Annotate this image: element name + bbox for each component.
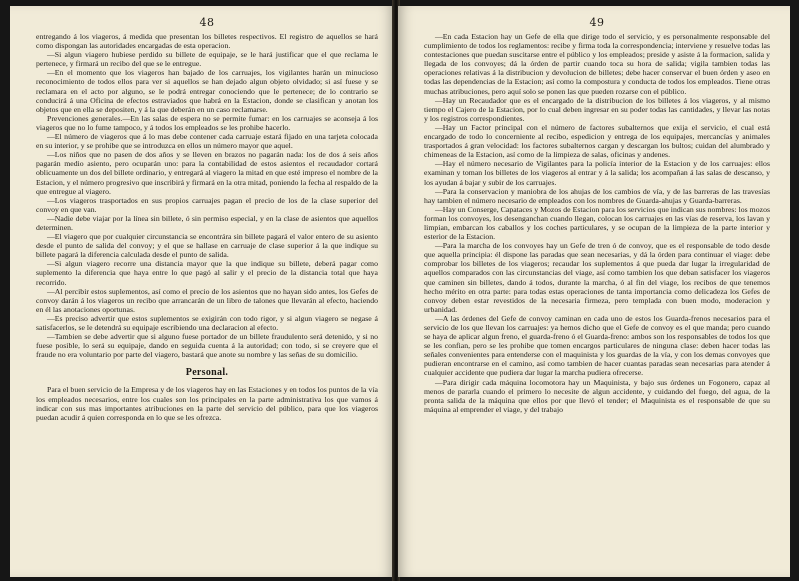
paragraph: —Tambien se debe advertir que si alguno fuese portador de un billete fraudulento será detenido, y si no fuese posible, lo será su equipaje, dando en seguida cuenta á la autoridad; con todo, si se creyere que el fraude no era voluntario por parte del viagero, bastará que anote su nombre y las señas de su domicilio. <box>36 332 378 360</box>
paragraph: entregando á los viageros, á medida que presentan los billetes respectivos. El registro de aquellos se hará como dispongan las autoridades encargadas de esta operacion. <box>36 32 378 51</box>
paragraph: —Hay un Conserge, Capataces y Mozos de Estacion para los servicios que indican sus nombres: los mozos forman los convoyes, los desenganchan cuando llegan, colocan los carruajes en las vías de reserva, los lavan y limpian, embarcan los caballos y los coches particulares, y se ocupan de la limpieza de la parte interior y esterior de la Estacion. <box>424 204 770 242</box>
paragraph: Para el buen servicio de la Empresa y de los viageros hay en las Estaciones y en todos los puntos de la vía los empleados necesarios, entre los cuales son los principales en la parte administrativa los que vamos á indicar con sus mas importantes atribuciones en la parte del servicio del público, para que los viageros puedan acudir á quien corresponda en lo que se les ofrezca. <box>36 385 378 422</box>
paragraph: —A las órdenes del Gefe de convoy caminan en cada uno de estos los Guarda-frenos necesarios para el servicio de los que llevan los carruajes: ya hemos dicho que el Gefe de convoy es el que manda; pero cuando se haya de aplicar algun freno, el guarda-freno ó el Guarda-freno: ambos son los responsables de todos los que se les confian, pero se les prohibe que tomen encargos particulares de ninguna clase: deben hacer todas las señales convenientes para entenderse con el maquinista y los guardas de la vía, y con los demas convoyes que pudieran encontrarse en el camino, así como tambien de hacer cuantas paradas sean necesarias para atender á cualquier accidente que pudiera dar lugar la marcha pudiera ofrecerse. <box>424 313 770 378</box>
left-page <box>10 6 394 577</box>
paragraph: —Para la conservacion y maniobra de los ahujas de los cambios de vía, y de las barreras de las travesías hay tambien el número necesario de empleados con los nombres de Guarda-ahujas y Guarda-barreras. <box>424 186 770 205</box>
paragraph: —Para dirigir cada máquina locomotora hay un Maquinista, y bajo sus órdenes un Fogonero, capaz al menos de pararla cuando el primero lo necesite de algun accidente, y cuidando del fuego, del agua, de la pronta salida de la máquina que ellos por que llevó el tender; el Maquinista es el responsable de que su máquina al emprender el viage, y del trabajo <box>424 377 770 414</box>
paragraph: —Si algun viagero hubiese perdido su billete de equipaje, se le hará justificar que el que reclama le pertenece, y firmará un recibo del que se le entregue. <box>36 50 378 69</box>
paragraph: —Si algun viagero recorre una distancia mayor que la que indique su billete, deberá pagar como suplemento la diferencia que haya entre lo que pagó al salir y el precio de la distancia total que haya recorrido. <box>36 259 378 287</box>
page-number: 48 <box>199 16 215 29</box>
paragraph: —En el momento que los viageros han bajado de los carruajes, los vigilantes harán un minucioso reconocimiento de todos ellos para ver si aquellos se han dejado algun objeto olvidado; si así fuese y se reclamara en el acto por alguno, se le podrá entregar conociendo que le pertenece; de lo contrario se conducirá á una Oficina de efectos estraviados que habrá en la Estacion, donde se clasifican y anotan los objetos que en ella se depositen, y á la que deberán en un caso reclamarse. <box>36 68 378 114</box>
paragraph: —En cada Estacion hay un Gefe de ella que dirige todo el servicio, y es personalmente responsable del cumplimiento de todos los reglamentos: recibe y firma toda la correspondencia; interviene y resuelve todas las contestaciones que puedan suscitarse entre el público y los empleados; preside y asiste á la formacion, salida y llegada de los convoyes; dá la órden de partir cuando toca su hora de salida; vigila tambien todas las operaciones relativas á la distribucion y devolucion de billetes; debe hacer conservar el buen órden y aseo en todas las dependencias de la Estacion; así como la compostura y conducta de todos los empleados. Tiene otras muchas atribuciones, pero aquí solo se ponen las que pueden rozarse con el público. <box>424 32 770 96</box>
paragraph: —Hay un Factor principal con el número de factores subalternos que exija el servicio, el cual está encargado de todo lo concerniente al recibo, espedicion y entrega de los equipajes, mercancías y animales trasportados á gran velocidad: los factores subalternos cargan y descargan los bultos; cuidan del alumbrado y chimeneas de la Estacion, así como de la limpieza de salas, oficinas y andenes. <box>424 122 770 160</box>
paragraph: —Los viageros trasportados en sus propios carruajes pagan el precio de los de la clase superior del convoy en que van. <box>36 195 378 214</box>
heading-rule <box>192 378 222 379</box>
paragraph: —El número de viageros que á lo mas debe contener cada carruaje estará fijado en una tarjeta colocada en su interior, y se prohibe que se introduzca en ellos un número mayor que aquel. <box>36 132 378 151</box>
left-page-body <box>36 32 378 422</box>
paragraph: Prevenciones generales.—En las salas de espera no se permite fumar: en los carruajes se aconseja á los viageros que no lo fume tampoco, y á todos los empleados se les prohibe hacerlo. <box>36 113 378 132</box>
paragraph: —El viagero que por cualquier circunstancia se encontrára sin billete pagará el valor entero de su asiento desde el punto de salida del convoy; y el que se hallase en carruaje de clase superior á la que indique su billete pagará la diferencia calculada desde el punto de salida. <box>36 232 378 260</box>
paragraph: —Hay un Recaudador que es el encargado de la distribucion de los billetes á los viageros, y al mismo tiempo el Cajero de la Estacion, por lo cual deben ingresar en su poder todas las cantidades, y llevar las notas y los registros correspondientes. <box>424 95 770 123</box>
paragraph: —Para la marcha de los convoyes hay un Gefe de tren ó de convoy, que es el responsable de todo desde que aquella principia: él dispone las paradas que sean necesarias, y dá la órden para continuar el viage: debe comprobar los billetes de los viageros; recaudar los suplementos á que pueda dar lugar la irregularidad de aquellos comparados con las circunstancias del viage, así como tambien los que deban satisfacer los viageros que caminen sin billetes, dando á todos, durante la marcha, ó al fin del viage, los recibos de que tenemos hecho mérito en otra parte: para todas estas operaciones de tanta importancia como delicadeza los Gefes de convoy deben estar revestidos de la necesaria firmeza, pero templada con buen modo, moderacion y urbanidad. <box>424 241 770 314</box>
right-page-body <box>424 32 770 414</box>
page-number: 49 <box>589 16 605 29</box>
paragraph: —Es preciso advertir que estos suplementos se exigirán con todo rigor, y si algun viagero se negase á satisfacerlos, se le detendrá su equipaje escribiendo una declaracion al efecto. <box>36 313 378 332</box>
paragraph: —Nadie debe viajar por la línea sin billete, ó sin permiso especial, y en la clase de asientos que aquellos determinen. <box>36 213 378 232</box>
paragraph: —Al percibir estos suplementos, así como el precio de los asientos que no hayan sido antes, los Gefes de convoy darán á los viageros un recibo que arrancarán de un libro de talones que llevarán al efecto, haciendo en él las anotaciones oportunas. <box>36 286 378 314</box>
right-page <box>398 6 790 577</box>
section-heading: Personal. <box>185 367 229 379</box>
paragraph: —Hay el número necesario de Vigilantes para la policía interior de la Estacion y de los carruajes: ellos examinan y toman los billetes de los viageros al entrar y á la salida; los acompañan á las salas de descanso, y los ayudan á bajar y subir de los carruajes. <box>424 159 770 187</box>
paragraph: —Los niños que no pasen de dos años y se lleven en brazos no pagarán nada: los de dos á seis años pagarán medio asiento, pero ocuparán uno: para la contabilidad de estos asientos el recaudador cortará oblicuamente un dos del billete ordinario, y entregará al viagero la mitad en que esté impreso el nombre de la Estacion, y el número progresivo que inscribirá y firmará en la otra mitad, poniendo la fecha al respaldo de la que entregue al viagero. <box>36 150 378 196</box>
